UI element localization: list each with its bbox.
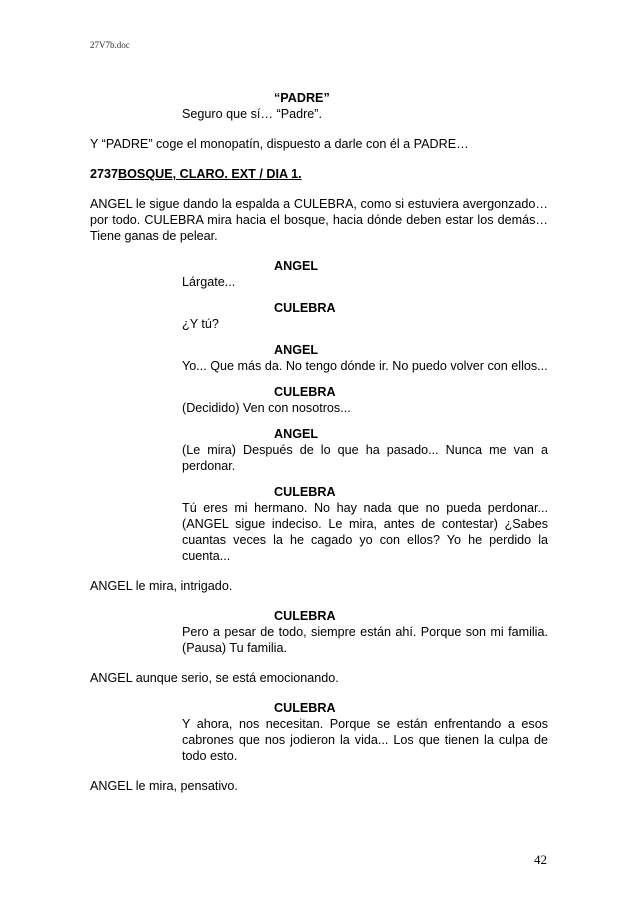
action-line: Y “PADRE” coge el monopatín, dispuesto a darle con él a PADRE… — [90, 137, 469, 151]
character-name: ANGEL — [274, 427, 319, 441]
character-name: ANGEL — [274, 259, 319, 273]
action-line: ANGEL le mira, pensativo. — [90, 779, 238, 793]
dialogue: Y ahora, nos necesitan. Porque se están enfrentando a esos cabrones que nos jodieron la vida... Los que tienen la culpa de todo esto. — [182, 717, 548, 763]
character-name: ANGEL — [274, 343, 319, 357]
action-line: ANGEL aunque serio, se está emocionando. — [90, 671, 339, 685]
character-name: CULEBRA — [274, 609, 336, 623]
dialogue: Lárgate... — [182, 275, 236, 289]
character-name: CULEBRA — [274, 485, 336, 499]
character-name: CULEBRA — [274, 301, 336, 315]
dialogue: Yo... Que más da. No tengo dónde ir. No puedo volver con ellos... — [182, 359, 548, 373]
dialogue: Seguro que sí… “Padre”. — [182, 107, 323, 121]
scene-number: 2737 — [90, 167, 119, 181]
dialogue: ¿Y tú? — [182, 317, 219, 331]
character-name: CULEBRA — [274, 385, 336, 399]
action-line: ANGEL le mira, intrigado. — [90, 579, 233, 593]
file-name-header: 27V7b.doc — [90, 40, 130, 50]
dialogue: (Decidido) Ven con nosotros... — [182, 401, 351, 415]
dialogue: Pero a pesar de todo, siempre están ahí. Porque son mi familia. (Pausa) Tu familia. — [182, 625, 548, 655]
character-name: “PADRE” — [274, 91, 330, 105]
scene-location: BOSQUE, CLARO. EXT / DIA 1. — [118, 167, 302, 181]
scene-heading — [90, 166, 548, 182]
character-name: CULEBRA — [274, 701, 336, 715]
dialogue: Tú eres mi hermano. No hay nada que no pueda perdonar... (ANGEL sigue indeciso. Le mira, antes de contestar) ¿Sabes cuantas veces la he cagado yo con ellos? Yo he perdido la cuenta... — [182, 501, 548, 563]
page-number: 42 — [534, 852, 547, 867]
dialogue: (Le mira) Después de lo que ha pasado... Nunca me van a perdonar. — [182, 443, 548, 473]
screenplay-content — [90, 90, 548, 794]
action-line: ANGEL le sigue dando la espalda a CULEBRA, como si estuviera avergonzado… por todo. CULEBRA mira hacia el bosque, hacia dónde deben estar los demás… Tiene ganas de pelear. — [90, 197, 548, 243]
